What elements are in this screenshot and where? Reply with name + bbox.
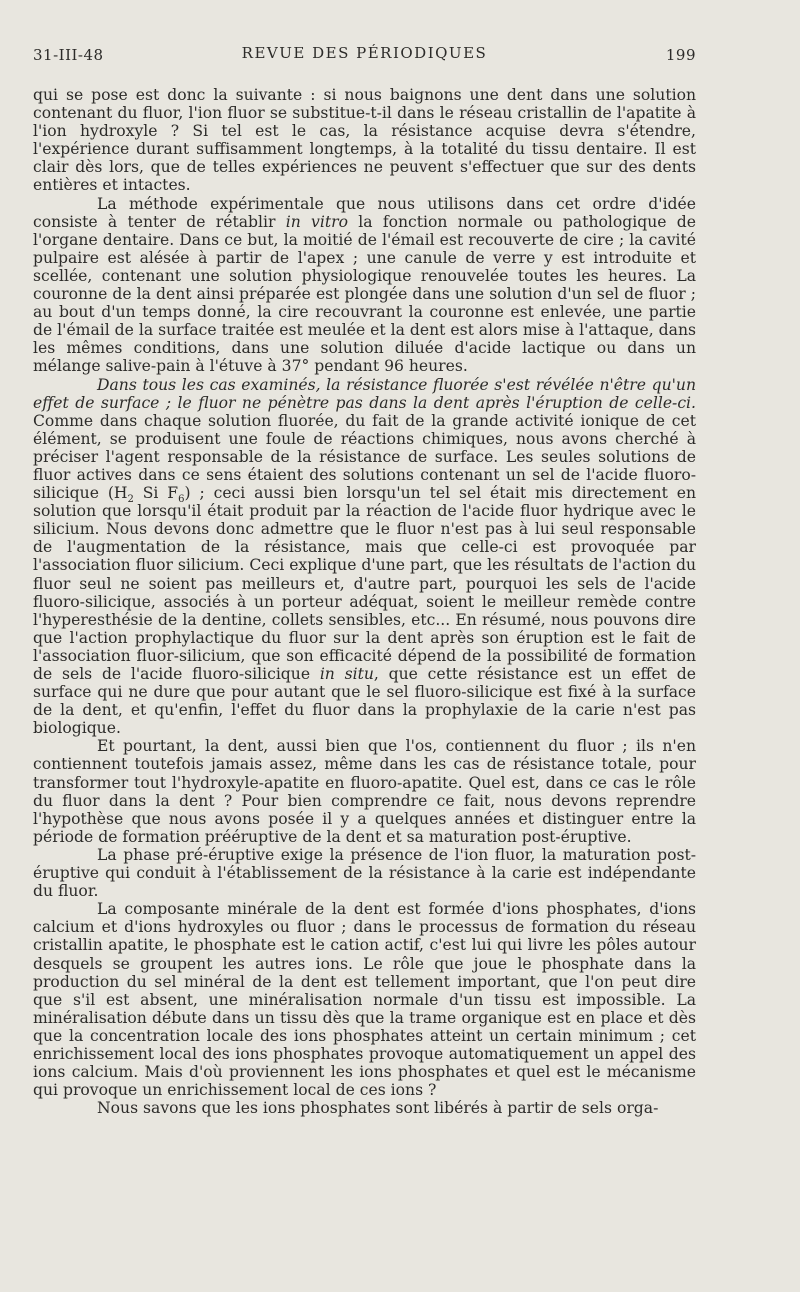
subscript: 2 <box>127 494 134 506</box>
paragraph <box>33 846 696 900</box>
text-run: Et pourtant, la dent, aussi bien que l'os, contiennent du fluor ; ils n'en contiennent toutefois jamais assez, même dans les cas de résistance totale, pour transformer tout l'hydroxyle-apatite en fluoro-apatite. Quel est, dans ce cas le rôle du fluor dans la dent ? Pour bien comprendre ce fait, nous devons reprendre l'hypothèse que nous avons posée il y a quelques années et distinguer entre la période de formation prééruptive de la dent et sa maturation post-éruptive. <box>33 737 696 846</box>
text-run: Comme dans chaque solution fluorée, du fait de la grande activité ionique de cet élément, se produisent une foule de réactions chimiques, nous avons cherché à préciser l'agent responsable de la résistance de surface. Les seules solutions de fluor actives dans ce sens étaient des solutions contenant un sel de l'acide fluoro-silicique (H <box>33 411 696 503</box>
text-run: Nous savons que les ions phosphates sont libérés à partir de sels orga- <box>97 1099 659 1118</box>
subscript: 6 <box>178 494 185 506</box>
issue-date: 31-III-48 <box>33 46 104 64</box>
page-header <box>33 44 696 68</box>
paragraph <box>33 376 696 738</box>
paragraph <box>33 900 696 1099</box>
running-title: REVUE DES PÉRIODIQUES <box>241 44 488 62</box>
paragraph <box>33 195 696 376</box>
italic-text: in situ <box>319 665 374 683</box>
text-run: La composante minérale de la dent est formée d'ions phosphates, d'ions calcium et d'ions hydroxyles ou fluor ; dans le processus de formation du réseau cristallin apatite, le phosphate est le cation actif, c'est lui qui livre les pôles autour desquels se groupent les autres ions. Le rôle que joue le phosphate dans la production du sel minéral de la dent est tellement important, que l'on peut dire que s'il est absent, une minéralisation normale d'un tissu est impossible. La minéralisation débute dans un tissu dès que la trame organique est en place et dès que la concentration locale des ions phosphates atteint un certain minimum ; cet enrichissement local des ions phosphates provoque automatiquement un appel des ions calcium. Mais d'où proviennent les ions phosphates et quel est le mécanisme qui provoque un enrichissement local de ces ions ? <box>33 900 696 1100</box>
text-run: La phase pré-éruptive exige la présence de l'ion fluor, la maturation post-éruptive qui conduit à l'établissement de la résistance à la carie est indépendante du fluor. <box>33 845 696 901</box>
paragraph <box>33 737 696 846</box>
italic-text: Dans tous les cas examinés, la résistance fluorée s'est révélée n'être qu'un effet de surface ; le fluor ne pénètre pas dans la dent après l'éruption de celle-ci. <box>33 375 696 412</box>
text-run: Si F <box>133 484 179 503</box>
paragraph <box>33 86 696 195</box>
page-number: 199 <box>665 46 696 64</box>
text-run: ) ; ceci aussi bien lorsqu'un tel sel était mis directement en solution que lorsqu'il était produit par la réaction de l'acide fluor hydrique avec le silicium. Nous devons donc admettre que le fluor n'est pas à lui seul responsable de l'augmentation de la résistance, mais que celle-ci est provoquée par l'association fluor silicium. Ceci explique d'une part, que les résultats de l'action du fluor seul ne soient pas meilleurs et, d'autre part, pourquoi les sels de l'acide fluoro-silicique, associés à un porteur adéquat, soient le meilleur remède contre l'hyperesthésie de la dentine, collets sensibles, etc... En résumé, nous pouvons dire que l'action prophylactique du fluor sur la dent après son éruption est le fait de l'association fluor-silicium, que son efficacité dépend de la possibilité de formation de sels de l'acide fluoro-silicique <box>33 484 696 683</box>
text-run: qui se pose est donc la suivante : si nous baignons une dent dans une solution contenant du fluor, l'ion fluor se substitue-t-il dans le réseau cristallin de l'apatite à l'ion hydroxyle ? Si tel est le cas, la résistance acquise devra s'étendre, l'expérience durant suffisamment longtemps, à la totalité du tissu dentaire. Il est clair dès lors, que de telles expériences ne peuvent s'effectuer que sur des dents entières et intactes. <box>33 86 696 195</box>
text-run: la fonction normale ou pathologique de l'organe dentaire. Dans ce but, la moitié de l'émail est recouverte de cire ; la cavité pulpaire est alésée à partir de l'apex ; une canule de verre y est introduite et scellée, contenant une solution physiologique renouvelée toutes les heures. La couronne de la dent ainsi préparée est plongée dans une solution d'un sel de fluor ; au bout d'un temps donné, la cire recouvrant la couronne est enlevée, une partie de l'émail de la surface traitée est meulée et la dent est alors mise à l'attaque, dans les mêmes conditions, dans une solution diluée d'acide lactique ou dans un mélange salive-pain à l'étuve à 37° pendant 96 heures. <box>33 212 696 376</box>
text-run: La méthode expérimentale que nous utilisons dans cet ordre d'idée consiste à tenter de rétablir <box>33 194 696 231</box>
italic-text: in vitro <box>285 212 348 231</box>
article-body <box>33 86 696 1117</box>
text-run: , que cette résistance est un effet de surface qui ne dure que pour autant que le sel fluoro-silicique est fixé à la surface de la dent, et qu'enfin, l'effet du fluor dans la prophylaxie de la carie n'est pas biologique. <box>33 665 696 738</box>
paragraph <box>33 1099 696 1117</box>
